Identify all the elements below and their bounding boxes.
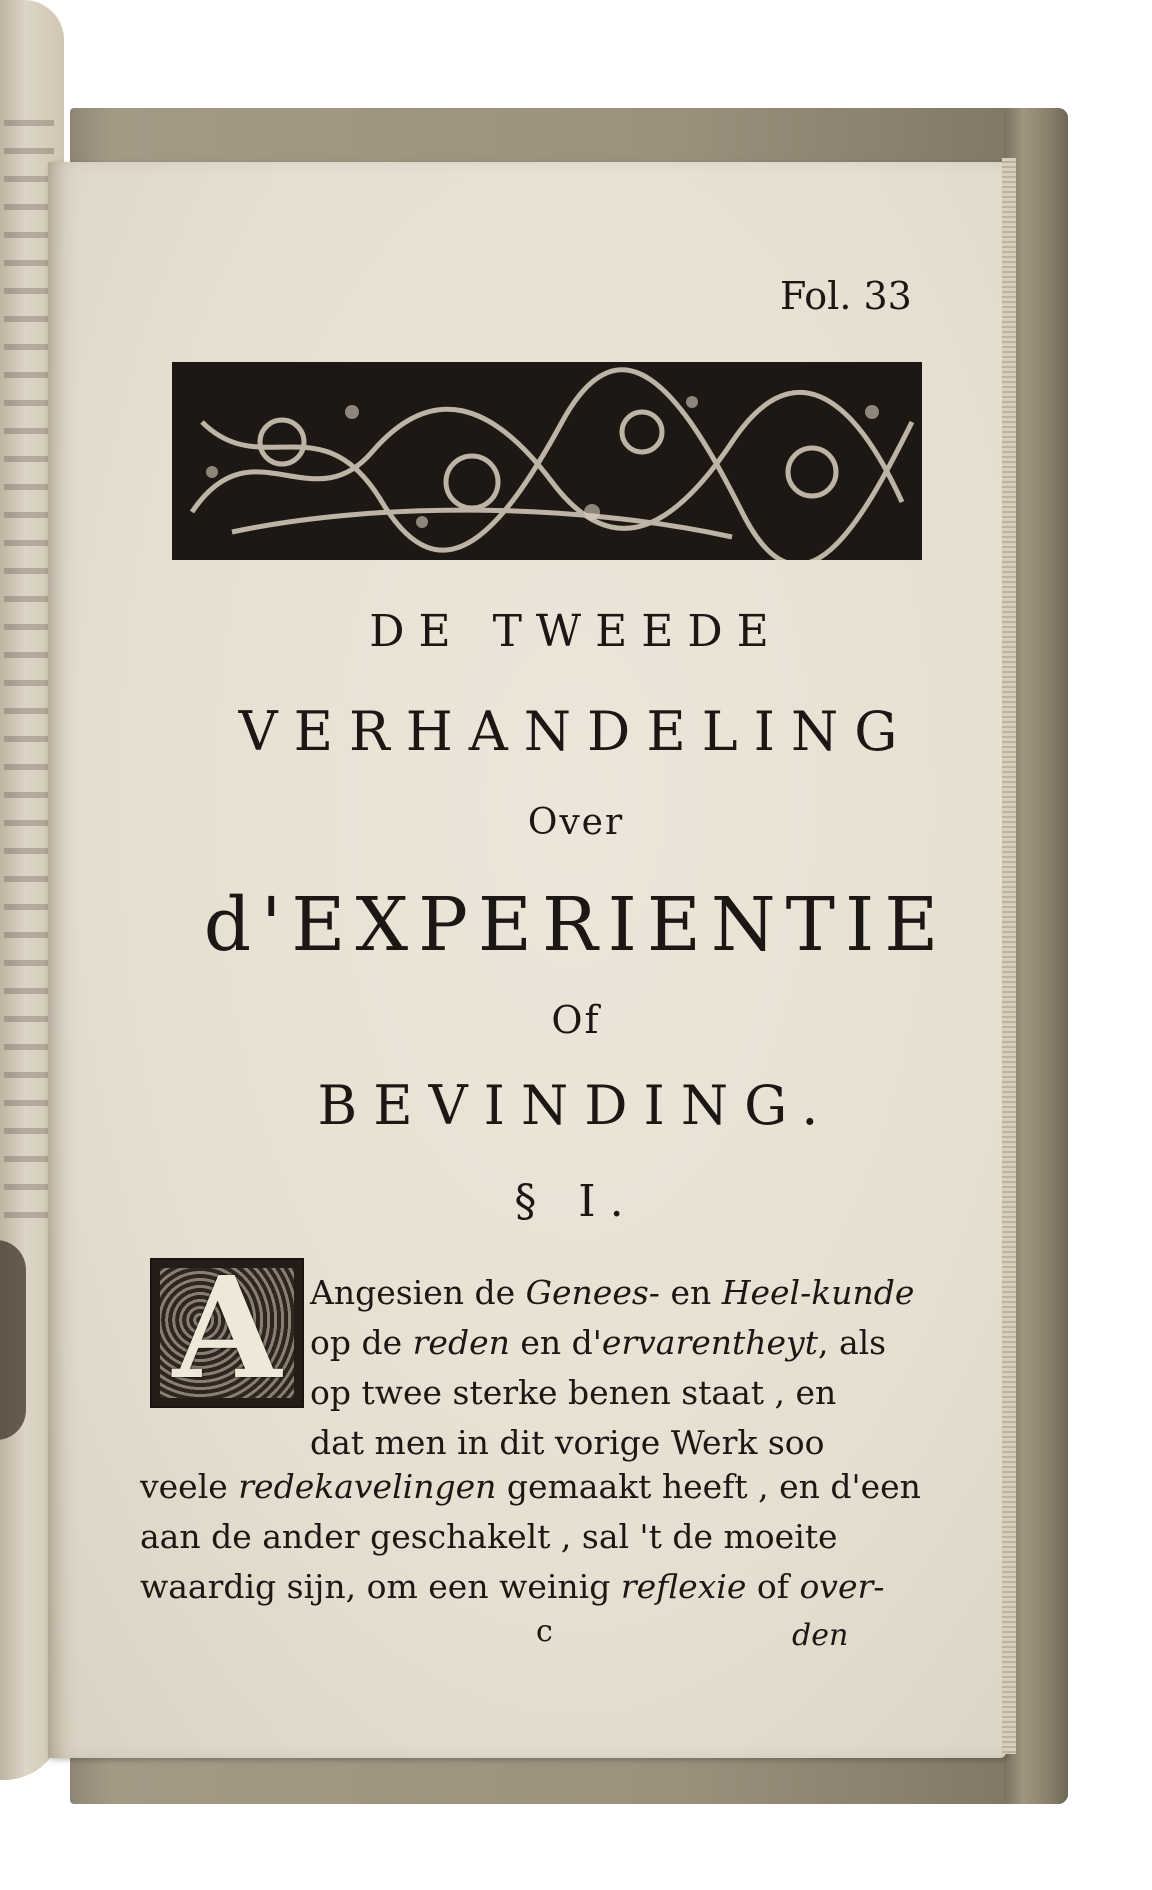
body-line-3: op twee sterke benen staat , en (310, 1373, 837, 1412)
body-line-4: dat men in dit vorige Werk soo (310, 1423, 825, 1462)
facing-page-ornament (0, 1240, 26, 1440)
body-line-7: waardig sijn, om een weinig reflexie of over- (140, 1567, 885, 1606)
title-line-5: Of (551, 998, 601, 1042)
title-line-2: VERHANDELING (238, 700, 914, 763)
title-line-1: DE TWEEDE (369, 606, 783, 657)
title-line-3: Over (527, 802, 625, 843)
facing-page-text-bleed (4, 120, 54, 1220)
body-line-5: veele redekavelingen gemaakt heeft , en d'een (140, 1467, 921, 1506)
folio-number: Fol. 33 (780, 274, 912, 318)
initial-letter: A (172, 1247, 282, 1411)
body-line-1: Angesien de Genees- en Heel-kunde (310, 1273, 915, 1312)
title-line-4: d'EXPERIENTIE (203, 882, 949, 968)
section-number: § I. (514, 1176, 638, 1227)
body-line-2: op de reden en d'ervarentheyt, als (310, 1323, 887, 1362)
woodcut-headpiece (172, 362, 922, 560)
body-line-6: aan de ander geschakelt , sal 't de moeite (140, 1517, 838, 1556)
decorated-initial (150, 1247, 304, 1411)
title-line-6: BEVINDING. (317, 1074, 835, 1137)
signature-mark: c (536, 1614, 553, 1649)
catchword: den (792, 1618, 849, 1653)
